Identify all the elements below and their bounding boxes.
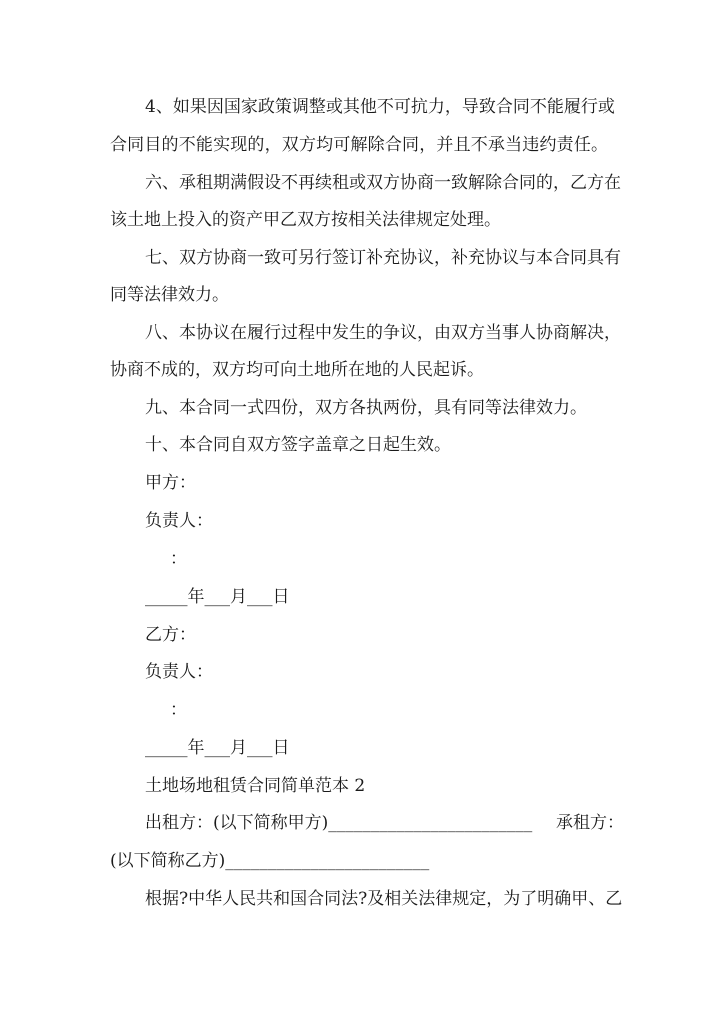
clause-7-line-2: 同等法律效力。 <box>110 285 229 305</box>
party-b-label: 乙方： <box>145 625 196 645</box>
party-b-date: _____年___月___日 <box>145 738 290 758</box>
party-a-label: 甲方： <box>145 473 196 493</box>
clause-10: 十、本合同自双方签字盖章之日起生效。 <box>145 435 451 455</box>
lessor-line: 出租方：(以下简称甲方)________________________ <box>145 813 533 833</box>
clause-6-line-1: 六、承租期满假设不再续租或双方协商一致解除合同的，乙方在 <box>145 173 621 193</box>
clause-4-line-1: 4、如果因国家政策调整或其他不可抗力，导致合同不能履行或 <box>145 97 615 117</box>
section-title: 土地场地租赁合同简单范本 2 <box>145 776 366 796</box>
clause-9: 九、本合同一式四份，双方各执两份，具有同等法律效力。 <box>145 398 587 418</box>
lessee-label: 承租方： <box>556 813 624 833</box>
clause-4-line-2: 合同目的不能实现的，双方均可解除合同，并且不承当违约责任。 <box>110 135 608 155</box>
clause-8-line-1: 八、本协议在履行过程中发生的争议，由双方当事人协商解决， <box>145 323 621 343</box>
party-b-colon: ： <box>170 700 187 720</box>
clause-8-line-2: 协商不成的，双方均可向土地所在地的人民起诉。 <box>110 360 484 380</box>
party-a-date: _____年___月___日 <box>145 587 290 607</box>
clause-7-line-1: 七、双方协商一致可另行签订补充协议，补充协议与本合同具有 <box>145 248 621 268</box>
clause-6-line-2: 该土地上投入的资产甲乙双方按相关法律规定处理。 <box>110 210 501 230</box>
lessee-line: (以下简称乙方)________________________ <box>110 851 430 871</box>
party-a-colon: ： <box>170 549 187 569</box>
party-b-responsible-label: 负责人： <box>145 662 213 682</box>
party-a-responsible-label: 负责人： <box>145 511 213 531</box>
closing-line: 根据?中华人民共和国合同法?及相关法律规定，为了明确甲、乙 <box>145 889 623 909</box>
